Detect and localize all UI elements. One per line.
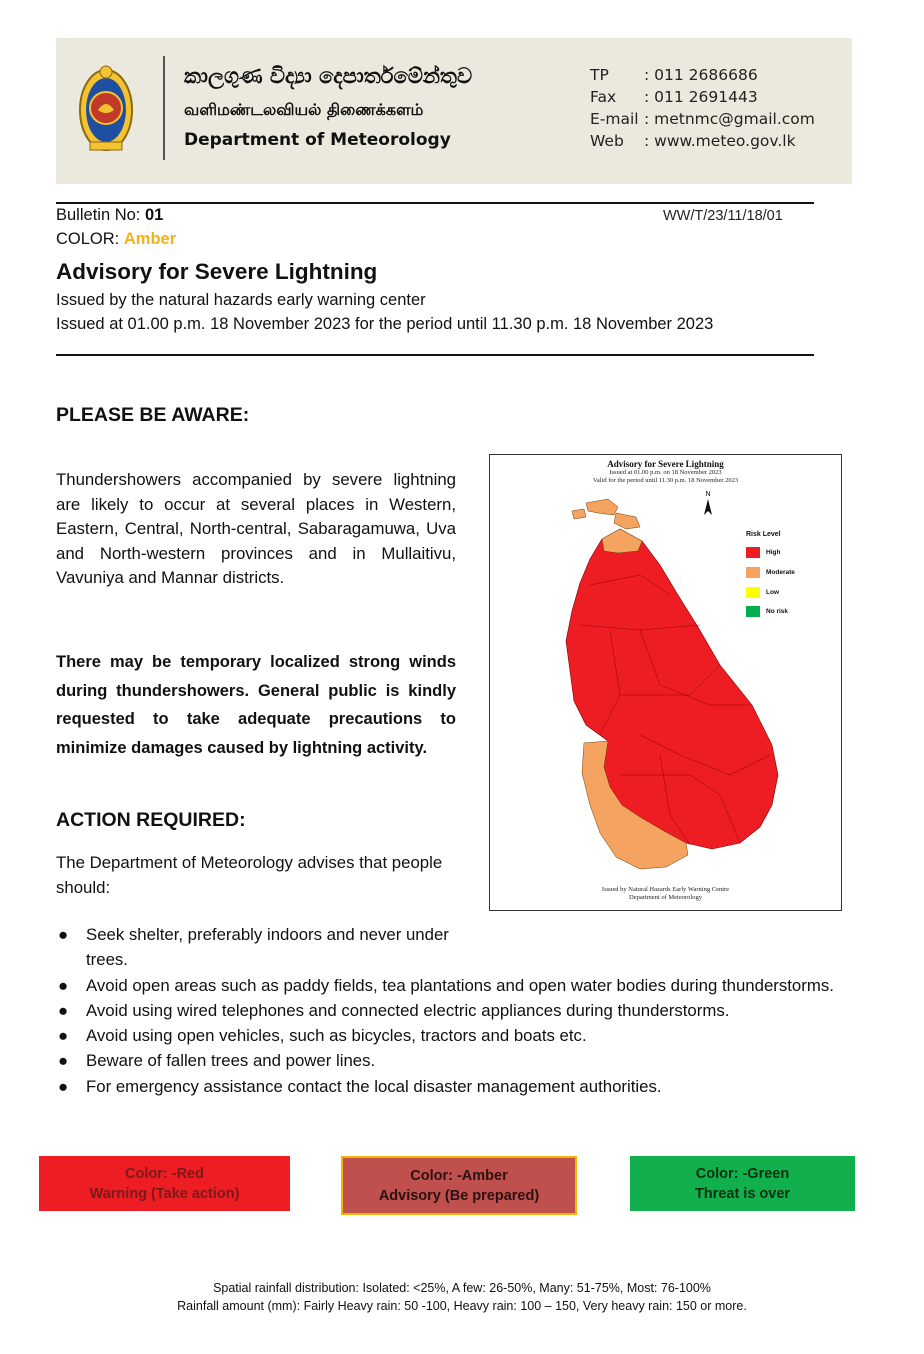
action-intro: The Department of Meteorology advises that people should: [56,853,443,897]
department-name-sinhala: කාලගුණ විද්‍යා දෙපාර්තමේන්තුව [184,64,473,88]
map-title: Advisory for Severe Lightning [607,459,724,469]
legend-label: Low [766,589,779,596]
national-emblem-icon [76,58,136,156]
color-key-title: Color: -Amber [410,1167,508,1184]
footer-rainfall-distribution: Spatial rainfall distribution: Isolated: <25%, A few: 26-50%, Many: 51-75%, Most: 76-100% [213,1281,711,1295]
list-item-text: Avoid open areas such as paddy fields, tea plantations and open water bodies during thunderstorms. [86,975,834,995]
legend-item-high [746,547,780,558]
list-item-text: Avoid using open vehicles, such as bicycles, tractors and boats etc. [86,1026,587,1046]
please-be-aware-heading: PLEASE BE AWARE: [56,404,250,426]
header-rule [56,354,814,356]
legend-item-low [746,587,779,598]
legend-swatch [746,547,760,558]
map-region-kilinochchi-north [614,513,640,529]
department-name-english: Department of Meteorology [184,130,451,150]
map-region-kilinochchi [602,529,642,553]
contact-value: : 011 2691443 [644,88,758,106]
issued-by: Issued by the natural hazards early warning center [56,291,426,309]
north-arrow-icon [704,499,712,515]
legend-swatch [746,567,760,578]
contact-tp [590,64,815,86]
contact-details [590,64,815,152]
contact-label: Web [590,132,624,150]
footer-rainfall-amount: Rainfall amount (mm): Fairly Heavy rain: 50 -100, Heavy rain: 100 – 150, Very heavy rain: 150 or more. [177,1299,747,1313]
contact-web [590,130,815,152]
contact-value[interactable]: : www.meteo.gov.lk [644,132,796,150]
bulletin-color [56,230,176,249]
contact-value[interactable]: : metnmc@gmail.com [644,110,815,128]
warning-paragraph: There may be temporary localized strong winds during thundershowers. General public is kindly requested to take adequate precautions to minimize damages caused by lightning activity. [56,653,456,757]
color-key-text: Threat is over [694,1185,791,1202]
list-item [56,1074,836,1099]
advisory-title: Advisory for Severe Lightning [56,259,378,284]
bullet-icon: ● [58,1076,69,1096]
forecast-paragraph: Thundershowers accompanied by severe lightning are likely to occur at several places in Western, Eastern, Central, North-central, Sabaragamuwa, Uva and North-western provinces and in Mullaitivu, Vavuniya and Mannar districts. [56,470,456,587]
contact-fax [590,86,815,108]
color-key-text: Advisory (Be prepared) [378,1187,540,1204]
color-key-green [630,1156,855,1211]
contact-label: Fax [590,88,617,106]
color-key-red [39,1156,290,1211]
legend-swatch [746,606,760,617]
department-name-tamil: வளிமண்டலவியல் திணைக்களம் [184,100,424,119]
north-label: N [705,491,711,498]
bullet-icon: ● [58,1000,69,1020]
list-item-text: Avoid using wired telephones and connected electric appliances during thunderstorms. [86,1000,730,1020]
map-footer-department: Department of Meteorology [629,894,702,901]
color-key-title: Color: -Green [695,1165,790,1182]
list-item [56,1048,836,1073]
map-region-jaffna [586,499,618,515]
legend-item-no-risk [746,606,788,617]
contact-label: TP [590,66,609,84]
map-subtitle: Issued at 01.00 p.m. on 18 November 2023 [609,469,722,476]
map-footer-issuer: Issued by Natural Hazards Early Warning Centre [601,886,730,893]
bulletin-number [56,206,163,225]
bulletin-label: Bulletin No: [56,206,145,224]
bulletin-number-value: 01 [144,206,164,224]
legend-label: No risk [766,608,789,615]
color-key-amber [341,1156,577,1215]
bulletin-reference: WW/T/23/11/18/01 [663,208,783,224]
bullet-icon: ● [58,975,69,995]
list-item-text: For emergency assistance contact the local disaster management authorities. [86,1076,662,1096]
contact-label: E-mail [590,110,639,128]
sri-lanka-map [490,455,841,910]
action-required-heading: ACTION REQUIRED: [56,809,246,831]
letterhead [56,38,852,184]
bullet-icon: ● [58,1026,69,1046]
color-key-text: Warning (Take action) [89,1185,240,1202]
color-value: Amber [123,230,177,248]
list-item [56,998,836,1023]
contact-value: : 011 2686686 [644,66,758,84]
color-label: COLOR: [56,230,124,248]
letterhead-divider [163,56,165,160]
contact-email [590,108,815,130]
map-islet [572,509,586,519]
issued-at: Issued at 01.00 p.m. 18 November 2023 for the period until 11.30 p.m. 18 November 2023 [56,315,714,333]
action-list [56,922,836,1099]
legend-title: Risk Level [746,531,781,538]
legend-item-moderate [746,567,795,578]
list-item [56,973,836,998]
color-key-title: Color: -Red [125,1165,204,1182]
list-item-text: Beware of fallen trees and power lines. [86,1051,376,1071]
legend-swatch [746,587,760,598]
legend-label: High [766,549,781,556]
bullet-icon: ● [58,925,69,944]
legend-label: Moderate [766,569,795,576]
map-validity: Valid for the period until 11.30 p.m. 18 November 2023 [592,477,739,484]
risk-map [489,454,842,911]
list-item-text: Seek shelter, preferably indoors and never under trees. [86,925,449,970]
top-rule [56,202,814,204]
list-item [56,922,466,973]
bullet-icon: ● [58,1051,69,1071]
list-item [56,1023,836,1048]
